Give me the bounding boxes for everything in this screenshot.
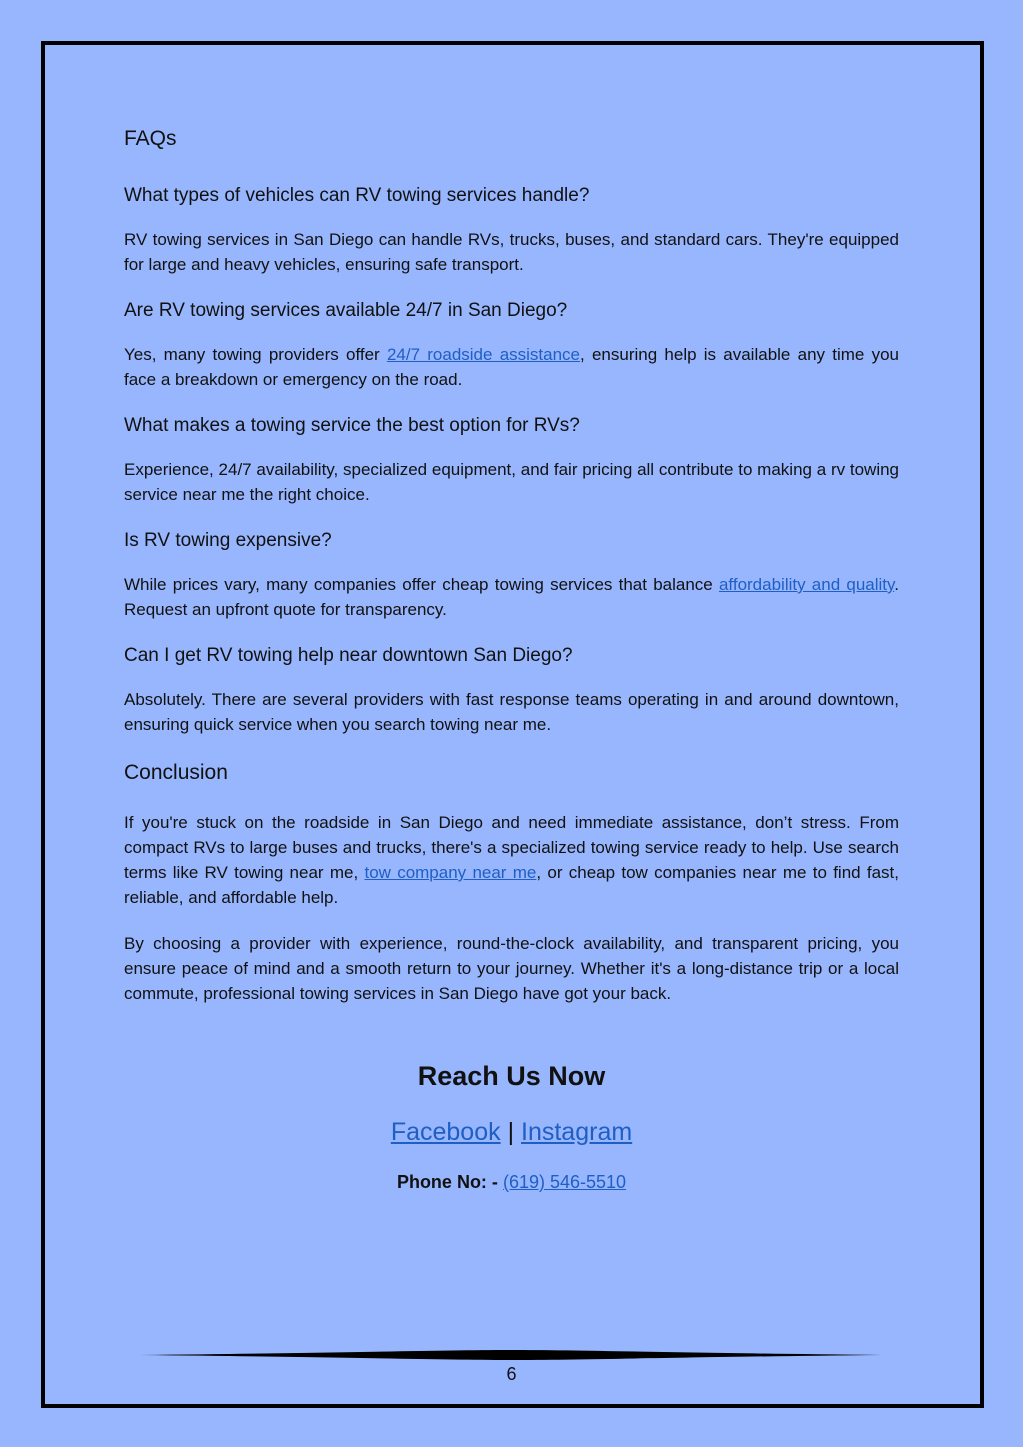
page-number: 6 <box>506 1364 517 1384</box>
conclusion-heading: Conclusion <box>124 761 228 784</box>
conclusion-paragraph-2: By choosing a provider with experience, round-the-clock availability, and transparent pricing, you ensure peace of mind and a smooth return to your journey. Whether it's a long-distance trip or a local commute, professional towing services in San Diego have got your back. <box>124 934 899 1003</box>
instagram-link[interactable]: Instagram <box>521 1118 633 1146</box>
tow-company-link[interactable]: tow company near me <box>364 863 537 882</box>
conclusion-paragraph-1 <box>124 810 899 910</box>
affordability-quality-link[interactable]: affordability and quality <box>718 575 895 594</box>
main-content <box>124 122 899 1027</box>
faq-question-1: What types of vehicles can RV towing services handle? <box>124 185 590 206</box>
conclusion-text: , or cheap tow companies near me to find fast, reliable, and affordable help. <box>124 863 900 907</box>
faq-answer-2 <box>124 342 899 392</box>
phone-line <box>0 1168 1023 1196</box>
faqs-heading: FAQs <box>124 127 177 150</box>
conclusion-text: If you're stuck on the roadside in San Diego and need immediate assistance, don’t stress. From compact RVs to large buses and trucks, there's a specialized towing service ready to help. Use search terms like RV towing near me, <box>124 813 899 882</box>
faq-question-3: What makes a towing service the best option for RVs? <box>124 415 580 436</box>
reach-us-heading: Reach Us Now <box>417 1061 606 1091</box>
faq-answer-5: Absolutely. There are several providers with fast response teams operating in and around downtown, ensuring quick service when you search towing near me. <box>124 690 899 734</box>
faq-answer-3: Experience, 24/7 availability, specialized equipment, and fair pricing all contribute to making a rv towing service near me the right choice. <box>124 460 899 504</box>
answer-text: . Request an upfront quote for transparency. <box>124 575 899 619</box>
phone-number-link[interactable]: (619) 546-5510 <box>502 1172 627 1192</box>
social-links <box>0 1114 1023 1150</box>
faq-question-4: Is RV towing expensive? <box>124 530 332 551</box>
answer-text: , ensuring help is available any time you face a breakdown or emergency on the road. <box>124 345 899 389</box>
roadside-assistance-link[interactable]: 24/7 roadside assistance <box>386 345 581 364</box>
faq-question-2: Are RV towing services available 24/7 in San Diego? <box>124 300 568 321</box>
answer-text: Yes, many towing providers offer <box>124 345 387 364</box>
faq-answer-4 <box>124 572 899 622</box>
faq-answer-1: RV towing services in San Diego can handle RVs, trucks, buses, and standard cars. They're equipped for large and heavy vehicles, ensuring safe transport. <box>124 230 899 274</box>
footer-divider <box>140 1348 882 1362</box>
phone-label: Phone No: - <box>396 1172 498 1192</box>
separator: | <box>507 1118 515 1146</box>
faq-question-5: Can I get RV towing help near downtown San Diego? <box>124 645 573 666</box>
answer-text: While prices vary, many companies offer cheap towing services that balance <box>124 575 719 594</box>
facebook-link[interactable]: Facebook <box>390 1118 501 1146</box>
